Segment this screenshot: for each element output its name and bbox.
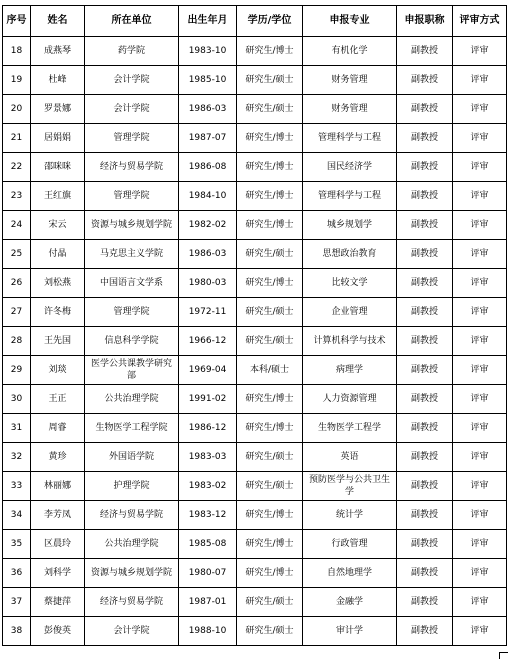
header-cell-birth: 出生年月: [179, 6, 237, 37]
method-cell: 评审: [453, 501, 507, 530]
title-cell: 副教授: [397, 37, 453, 66]
major-cell: 财务管理: [303, 95, 397, 124]
major-cell: 行政管理: [303, 530, 397, 559]
method-cell: 评审: [453, 530, 507, 559]
birth-cell: 1980-07: [179, 559, 237, 588]
index-cell: 27: [3, 298, 31, 327]
major-cell: 比较文学: [303, 269, 397, 298]
name-cell: 居娟娟: [31, 124, 85, 153]
method-cell: 评审: [453, 356, 507, 385]
major-cell: 审计学: [303, 617, 397, 646]
birth-cell: 1988-10: [179, 617, 237, 646]
index-cell: 18: [3, 37, 31, 66]
method-cell: 评审: [453, 298, 507, 327]
degree-cell: 研究生/硕士: [237, 588, 303, 617]
name-cell: 刘科学: [31, 559, 85, 588]
method-cell: 评审: [453, 414, 507, 443]
title-cell: 副教授: [397, 530, 453, 559]
unit-cell: 会计学院: [85, 617, 179, 646]
title-cell: 副教授: [397, 356, 453, 385]
birth-cell: 1987-07: [179, 124, 237, 153]
index-cell: 23: [3, 182, 31, 211]
birth-cell: 1980-03: [179, 269, 237, 298]
name-cell: 许冬梅: [31, 298, 85, 327]
index-cell: 21: [3, 124, 31, 153]
degree-cell: 研究生/博士: [237, 124, 303, 153]
method-cell: 评审: [453, 443, 507, 472]
unit-cell: 公共治理学院: [85, 530, 179, 559]
name-cell: 杜峰: [31, 66, 85, 95]
title-cell: 副教授: [397, 211, 453, 240]
degree-cell: 研究生/博士: [237, 153, 303, 182]
birth-cell: 1966-12: [179, 327, 237, 356]
method-cell: 评审: [453, 559, 507, 588]
method-cell: 评审: [453, 617, 507, 646]
table-row: [3, 298, 507, 327]
degree-cell: 研究生/博士: [237, 414, 303, 443]
birth-cell: 1986-08: [179, 153, 237, 182]
table-row: [3, 414, 507, 443]
table-row: [3, 559, 507, 588]
index-cell: 36: [3, 559, 31, 588]
name-cell: 蔡捷萍: [31, 588, 85, 617]
method-cell: 评审: [453, 327, 507, 356]
index-cell: 24: [3, 211, 31, 240]
method-cell: 评审: [453, 240, 507, 269]
header-cell-method: 评审方式: [453, 6, 507, 37]
major-cell: 思想政治教育: [303, 240, 397, 269]
index-cell: 25: [3, 240, 31, 269]
title-cell: 副教授: [397, 182, 453, 211]
header-cell-index: 序号: [3, 6, 31, 37]
unit-cell: 管理学院: [85, 124, 179, 153]
title-cell: 副教授: [397, 153, 453, 182]
major-cell: 预防医学与公共卫生学: [303, 472, 397, 501]
index-cell: 35: [3, 530, 31, 559]
degree-cell: 研究生/硕士: [237, 298, 303, 327]
major-cell: 企业管理: [303, 298, 397, 327]
index-cell: 34: [3, 501, 31, 530]
page-corner-mark: [499, 652, 508, 659]
unit-cell: 医学公共课教学研究部: [85, 356, 179, 385]
header-row: [3, 6, 507, 37]
name-cell: 彭俊英: [31, 617, 85, 646]
header-cell-title: 申报职称: [397, 6, 453, 37]
title-cell: 副教授: [397, 443, 453, 472]
header-cell-degree: 学历/学位: [237, 6, 303, 37]
table-row: [3, 472, 507, 501]
unit-cell: 资源与城乡规划学院: [85, 559, 179, 588]
method-cell: 评审: [453, 211, 507, 240]
name-cell: 邵咪咪: [31, 153, 85, 182]
degree-cell: 研究生/硕士: [237, 443, 303, 472]
name-cell: 王正: [31, 385, 85, 414]
birth-cell: 1991-02: [179, 385, 237, 414]
index-cell: 20: [3, 95, 31, 124]
method-cell: 评审: [453, 95, 507, 124]
unit-cell: 外国语学院: [85, 443, 179, 472]
table-body: [3, 37, 507, 646]
index-cell: 32: [3, 443, 31, 472]
table-row: [3, 182, 507, 211]
method-cell: 评审: [453, 37, 507, 66]
index-cell: 29: [3, 356, 31, 385]
major-cell: 管理科学与工程: [303, 124, 397, 153]
table-row: [3, 356, 507, 385]
unit-cell: 中国语言文学系: [85, 269, 179, 298]
birth-cell: 1982-02: [179, 211, 237, 240]
major-cell: 管理科学与工程: [303, 182, 397, 211]
title-cell: 副教授: [397, 588, 453, 617]
name-cell: 李芳凤: [31, 501, 85, 530]
table-row: [3, 124, 507, 153]
degree-cell: 研究生/硕士: [237, 95, 303, 124]
table-row: [3, 385, 507, 414]
method-cell: 评审: [453, 66, 507, 95]
table-row: [3, 327, 507, 356]
title-cell: 副教授: [397, 327, 453, 356]
birth-cell: 1969-04: [179, 356, 237, 385]
degree-cell: 研究生/博士: [237, 385, 303, 414]
degree-cell: 研究生/博士: [237, 211, 303, 240]
table-row: [3, 37, 507, 66]
unit-cell: 管理学院: [85, 298, 179, 327]
major-cell: 生物医学工程学: [303, 414, 397, 443]
degree-cell: 研究生/博士: [237, 37, 303, 66]
birth-cell: 1985-10: [179, 66, 237, 95]
major-cell: 财务管理: [303, 66, 397, 95]
title-cell: 副教授: [397, 66, 453, 95]
title-cell: 副教授: [397, 472, 453, 501]
unit-cell: 公共治理学院: [85, 385, 179, 414]
index-cell: 37: [3, 588, 31, 617]
title-cell: 副教授: [397, 298, 453, 327]
name-cell: 刘琰: [31, 356, 85, 385]
name-cell: 黄珍: [31, 443, 85, 472]
header-cell-major: 申报专业: [303, 6, 397, 37]
degree-cell: 研究生/博士: [237, 182, 303, 211]
unit-cell: 管理学院: [85, 182, 179, 211]
birth-cell: 1986-03: [179, 240, 237, 269]
major-cell: 国民经济学: [303, 153, 397, 182]
degree-cell: 研究生/硕士: [237, 327, 303, 356]
major-cell: 英语: [303, 443, 397, 472]
index-cell: 33: [3, 472, 31, 501]
name-cell: 周睿: [31, 414, 85, 443]
birth-cell: 1984-10: [179, 182, 237, 211]
name-cell: 宋云: [31, 211, 85, 240]
degree-cell: 研究生/硕士: [237, 472, 303, 501]
index-cell: 26: [3, 269, 31, 298]
unit-cell: 经济与贸易学院: [85, 153, 179, 182]
major-cell: 金融学: [303, 588, 397, 617]
index-cell: 19: [3, 66, 31, 95]
method-cell: 评审: [453, 588, 507, 617]
degree-cell: 研究生/博士: [237, 269, 303, 298]
unit-cell: 信息科学学院: [85, 327, 179, 356]
table-row: [3, 240, 507, 269]
major-cell: 城乡规划学: [303, 211, 397, 240]
table-row: [3, 66, 507, 95]
title-cell: 副教授: [397, 414, 453, 443]
name-cell: 刘松燕: [31, 269, 85, 298]
method-cell: 评审: [453, 124, 507, 153]
title-cell: 副教授: [397, 95, 453, 124]
major-cell: 统计学: [303, 501, 397, 530]
major-cell: 病理学: [303, 356, 397, 385]
method-cell: 评审: [453, 385, 507, 414]
degree-cell: 研究生/博士: [237, 559, 303, 588]
unit-cell: 马克思主义学院: [85, 240, 179, 269]
roster-table: [2, 5, 507, 646]
title-cell: 副教授: [397, 240, 453, 269]
table-row: [3, 501, 507, 530]
degree-cell: 研究生/硕士: [237, 66, 303, 95]
major-cell: 计算机科学与技术: [303, 327, 397, 356]
birth-cell: 1986-03: [179, 95, 237, 124]
unit-cell: 会计学院: [85, 95, 179, 124]
degree-cell: 本科/硕士: [237, 356, 303, 385]
table-row: [3, 588, 507, 617]
unit-cell: 护理学院: [85, 472, 179, 501]
method-cell: 评审: [453, 182, 507, 211]
name-cell: 区晨玲: [31, 530, 85, 559]
unit-cell: 生物医学工程学院: [85, 414, 179, 443]
name-cell: 王红旗: [31, 182, 85, 211]
index-cell: 22: [3, 153, 31, 182]
birth-cell: 1983-02: [179, 472, 237, 501]
index-cell: 31: [3, 414, 31, 443]
index-cell: 28: [3, 327, 31, 356]
birth-cell: 1972-11: [179, 298, 237, 327]
header-cell-name: 姓名: [31, 6, 85, 37]
unit-cell: 药学院: [85, 37, 179, 66]
index-cell: 30: [3, 385, 31, 414]
name-cell: 付晶: [31, 240, 85, 269]
table-row: [3, 269, 507, 298]
title-cell: 副教授: [397, 124, 453, 153]
title-cell: 副教授: [397, 269, 453, 298]
degree-cell: 研究生/硕士: [237, 617, 303, 646]
birth-cell: 1985-08: [179, 530, 237, 559]
degree-cell: 研究生/硕士: [237, 240, 303, 269]
unit-cell: 资源与城乡规划学院: [85, 211, 179, 240]
title-cell: 副教授: [397, 559, 453, 588]
table-row: [3, 443, 507, 472]
table-row: [3, 211, 507, 240]
degree-cell: 研究生/博士: [237, 501, 303, 530]
major-cell: 有机化学: [303, 37, 397, 66]
major-cell: 自然地理学: [303, 559, 397, 588]
table-row: [3, 153, 507, 182]
birth-cell: 1986-12: [179, 414, 237, 443]
name-cell: 王先国: [31, 327, 85, 356]
method-cell: 评审: [453, 472, 507, 501]
unit-cell: 经济与贸易学院: [85, 501, 179, 530]
name-cell: 罗景娜: [31, 95, 85, 124]
table-row: [3, 530, 507, 559]
birth-cell: 1983-12: [179, 501, 237, 530]
method-cell: 评审: [453, 153, 507, 182]
header-cell-unit: 所在单位: [85, 6, 179, 37]
method-cell: 评审: [453, 269, 507, 298]
title-cell: 副教授: [397, 617, 453, 646]
table-row: [3, 95, 507, 124]
index-cell: 38: [3, 617, 31, 646]
name-cell: 成燕琴: [31, 37, 85, 66]
unit-cell: 经济与贸易学院: [85, 588, 179, 617]
major-cell: 人力资源管理: [303, 385, 397, 414]
unit-cell: 会计学院: [85, 66, 179, 95]
table-row: [3, 617, 507, 646]
name-cell: 林丽娜: [31, 472, 85, 501]
birth-cell: 1987-01: [179, 588, 237, 617]
birth-cell: 1983-10: [179, 37, 237, 66]
birth-cell: 1983-03: [179, 443, 237, 472]
title-cell: 副教授: [397, 501, 453, 530]
title-cell: 副教授: [397, 385, 453, 414]
degree-cell: 研究生/博士: [237, 530, 303, 559]
